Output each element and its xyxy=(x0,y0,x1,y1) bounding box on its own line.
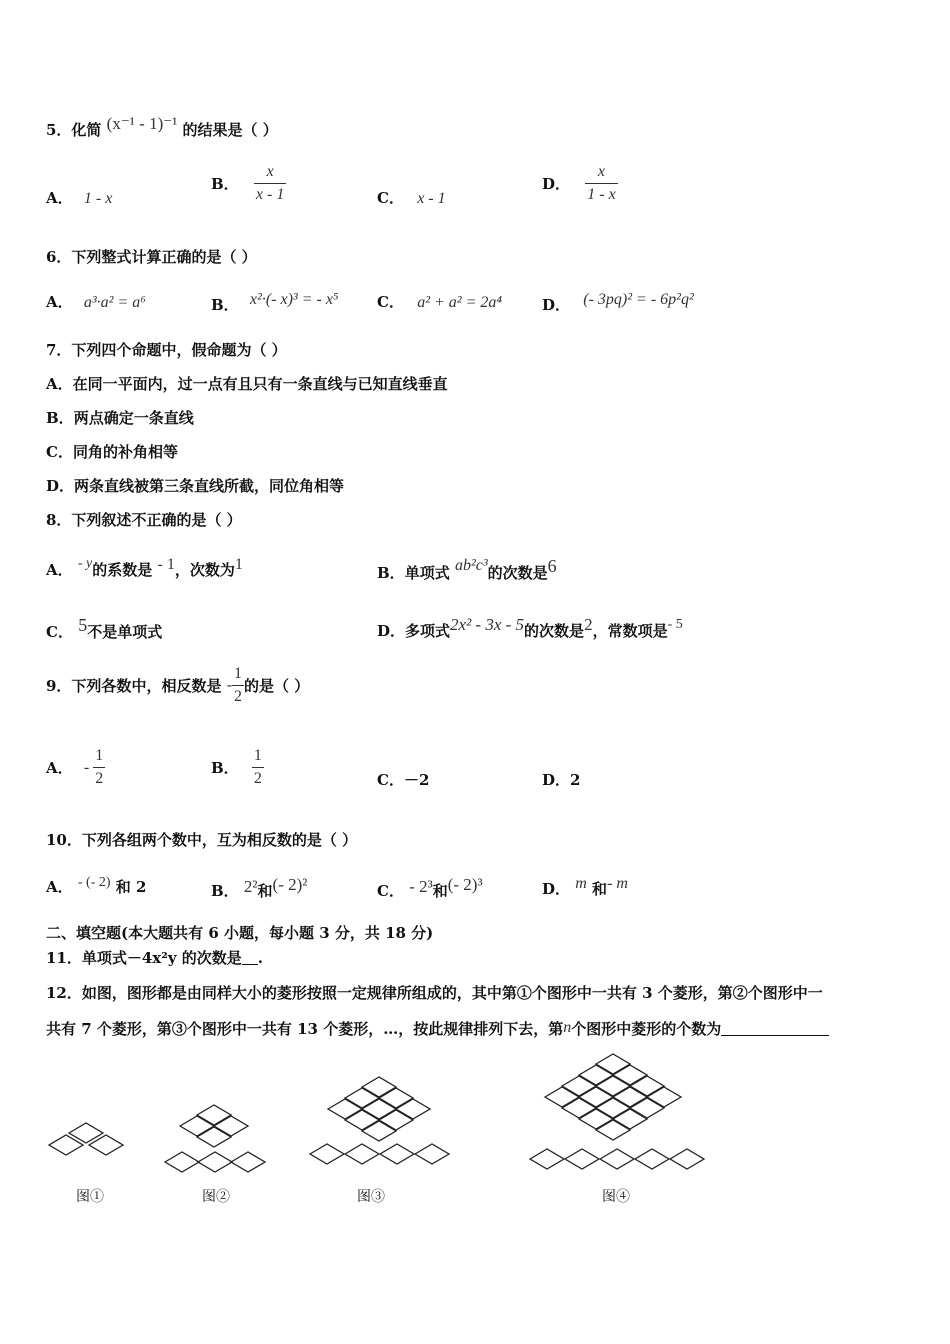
q5-expression: (x⁻¹ - 1)⁻¹ xyxy=(106,114,178,133)
rhombus xyxy=(630,1076,664,1096)
sign: - xyxy=(226,676,233,694)
expression: (- 2)³ xyxy=(447,875,483,894)
rhombus xyxy=(647,1087,681,1107)
q5-stem-tail: 的结果是（ ） xyxy=(182,121,278,139)
rhombus xyxy=(345,1088,379,1108)
numerator: 1 xyxy=(252,745,264,768)
option-label: A． xyxy=(46,293,73,311)
q8-stem: 8．下列叙述不正确的是（ ） xyxy=(46,511,242,529)
option-label: A． xyxy=(46,561,73,579)
option-text: 两点确定一条直线 xyxy=(73,409,194,427)
rhombus xyxy=(380,1144,414,1164)
option-text: 2 xyxy=(570,771,581,789)
expression: (- 2)² xyxy=(272,875,308,894)
expression: ab²c³ xyxy=(454,557,488,574)
value: - 1 xyxy=(157,556,175,573)
value: - 5 xyxy=(667,617,683,632)
expression: - y xyxy=(77,556,93,571)
option-label: C． xyxy=(46,623,73,641)
rhombus xyxy=(396,1099,430,1119)
value: 6 xyxy=(547,556,557,576)
rhombus xyxy=(198,1152,232,1172)
rhombus xyxy=(379,1088,413,1108)
option-label: D． xyxy=(542,771,571,789)
stem-text: 9．下列各数中，相反数是 xyxy=(46,677,222,695)
rhombus xyxy=(596,1076,630,1096)
denominator: x - 1 xyxy=(255,186,285,203)
sign: - xyxy=(83,758,90,776)
option-text: 的系数是 xyxy=(92,561,153,579)
option-label: A． xyxy=(46,189,73,207)
option-label: D． xyxy=(377,622,406,640)
conjunction: 和 xyxy=(257,882,273,900)
option-text: 1 - x xyxy=(83,190,113,207)
expression: - 2³ xyxy=(409,877,433,896)
option-text: ，常数项是 xyxy=(592,622,668,640)
caption-fig2: 图② xyxy=(202,1189,230,1205)
numerator: x xyxy=(585,161,617,184)
rhombus xyxy=(328,1099,362,1119)
rhombus xyxy=(310,1144,344,1164)
option-label: B． xyxy=(46,409,74,427)
numerator: 1 xyxy=(232,663,244,686)
denominator: 1 - x xyxy=(587,186,616,203)
option-label: C． xyxy=(377,771,404,789)
option-text: x - 1 xyxy=(417,190,446,207)
option-label: A． xyxy=(46,878,73,896)
denominator: 2 xyxy=(234,688,243,705)
section-title: 二、填空题(本大题共有 6 小题，每小题 3 分，共 18 分) xyxy=(46,924,434,942)
q7-stem: 7．下列四个命题中，假命题为（ ） xyxy=(46,341,287,359)
rhombus xyxy=(197,1127,231,1147)
option-label: B． xyxy=(377,564,405,582)
option-text: 同角的补角相等 xyxy=(72,443,178,461)
expression: m xyxy=(575,875,587,892)
expression: 2 xyxy=(136,878,147,896)
value: 2 xyxy=(584,615,593,634)
option-label: D． xyxy=(542,175,571,193)
rhombus xyxy=(596,1120,630,1140)
q6-stem: 6．下列整式计算正确的是（ ） xyxy=(46,248,257,266)
q10-stem: 10．下列各组两个数中，互为相反数的是（ ） xyxy=(46,831,358,849)
rhombus xyxy=(545,1087,579,1107)
conjunction: 和 xyxy=(592,880,608,898)
q12-line2b: 个图形中菱形的个数为 xyxy=(571,1020,722,1038)
option-text: 的次数是 xyxy=(524,622,585,640)
rhombus xyxy=(596,1098,630,1118)
option-label: B． xyxy=(211,882,239,900)
value: 5 xyxy=(78,615,88,635)
rhombus xyxy=(345,1110,379,1130)
rhombus xyxy=(579,1087,613,1107)
rhombus xyxy=(613,1087,647,1107)
option-text: 多项式 xyxy=(405,622,451,640)
rhombus xyxy=(362,1099,396,1119)
rhombus xyxy=(415,1144,449,1164)
rhombus xyxy=(180,1116,214,1136)
caption-fig1: 图① xyxy=(76,1189,104,1205)
q11-stem: 11．单项式－4x²y 的次数是 xyxy=(46,949,242,967)
value: 1 xyxy=(234,556,243,573)
option-label: C． xyxy=(377,882,404,900)
rhombus xyxy=(596,1054,630,1074)
rhombus xyxy=(562,1098,596,1118)
numerator: x xyxy=(254,161,286,184)
rhombus xyxy=(231,1152,265,1172)
rhombus xyxy=(362,1121,396,1141)
rhombus xyxy=(362,1077,396,1097)
rhombus xyxy=(600,1149,634,1169)
option-label: D． xyxy=(542,296,571,314)
option-text: 的次数是 xyxy=(487,564,548,582)
rhombus xyxy=(613,1109,647,1129)
denominator: 2 xyxy=(253,770,262,787)
rhombus xyxy=(630,1098,664,1118)
q11-end: . xyxy=(257,949,263,967)
option-label: D． xyxy=(542,880,571,898)
conjunction: 和 xyxy=(115,878,131,896)
option-label: B． xyxy=(211,759,239,777)
rhombus xyxy=(379,1110,413,1130)
rhombus xyxy=(613,1065,647,1085)
rhombus xyxy=(530,1149,564,1169)
option-label: D． xyxy=(46,477,75,495)
option-text: (- 3pq)² = - 6p²q² xyxy=(583,291,694,308)
option-label: B． xyxy=(211,296,239,314)
expression: - m xyxy=(607,875,628,892)
rhombus xyxy=(635,1149,669,1169)
option-label: B． xyxy=(211,175,239,193)
variable-n: n xyxy=(563,1019,572,1036)
option-label: A． xyxy=(46,375,73,393)
option-text: a² + a² = 2a⁴ xyxy=(417,294,502,311)
q5-number: 5．化简 xyxy=(46,121,102,139)
option-text: 单项式 xyxy=(404,564,450,582)
option-text: x²·(- x)³ = - x⁵ xyxy=(249,291,339,308)
numerator: 1 xyxy=(93,745,105,768)
option-text: －2 xyxy=(403,771,430,789)
rhombus xyxy=(214,1116,248,1136)
option-label: C． xyxy=(377,293,404,311)
q12-line2a: 共有 7 个菱形，第③个图形中一共有 13 个菱形，…，按此规律排列下去，第 xyxy=(46,1020,564,1038)
q12-line1: 12．如图，图形都是由同样大小的菱形按照一定规律所组成的，其中第①个图形中一共有 3 个菱形，第②个图形中一 xyxy=(46,984,823,1002)
rhombus xyxy=(197,1105,231,1125)
expression: 2² xyxy=(243,877,258,896)
option-text: 两条直线被第三条直线所截，同位角相等 xyxy=(74,477,345,495)
option-text: 在同一平面内，过一点有且只有一条直线与已知直线垂直 xyxy=(72,375,448,393)
rhombus xyxy=(565,1149,599,1169)
option-label: C． xyxy=(46,443,73,461)
rhombus xyxy=(562,1076,596,1096)
option-text: a³·a² = a⁶ xyxy=(83,294,146,311)
rhombus xyxy=(579,1109,613,1129)
rhombus xyxy=(670,1149,704,1169)
stem-tail: 的是（ ） xyxy=(244,677,310,695)
caption-fig4: 图④ xyxy=(602,1189,630,1205)
conjunction: 和 xyxy=(432,882,448,900)
expression: 2x² - 3x - 5 xyxy=(450,615,525,634)
option-text: 不是单项式 xyxy=(87,623,163,641)
option-text: ，次数为 xyxy=(174,561,235,579)
rhombus xyxy=(165,1152,199,1172)
expression: - (- 2) xyxy=(77,875,111,890)
option-label: A． xyxy=(46,759,73,777)
rhombus xyxy=(345,1144,379,1164)
rhombus xyxy=(579,1065,613,1085)
denominator: 2 xyxy=(95,770,104,787)
caption-fig3: 图③ xyxy=(357,1189,385,1205)
option-label: C． xyxy=(377,189,404,207)
